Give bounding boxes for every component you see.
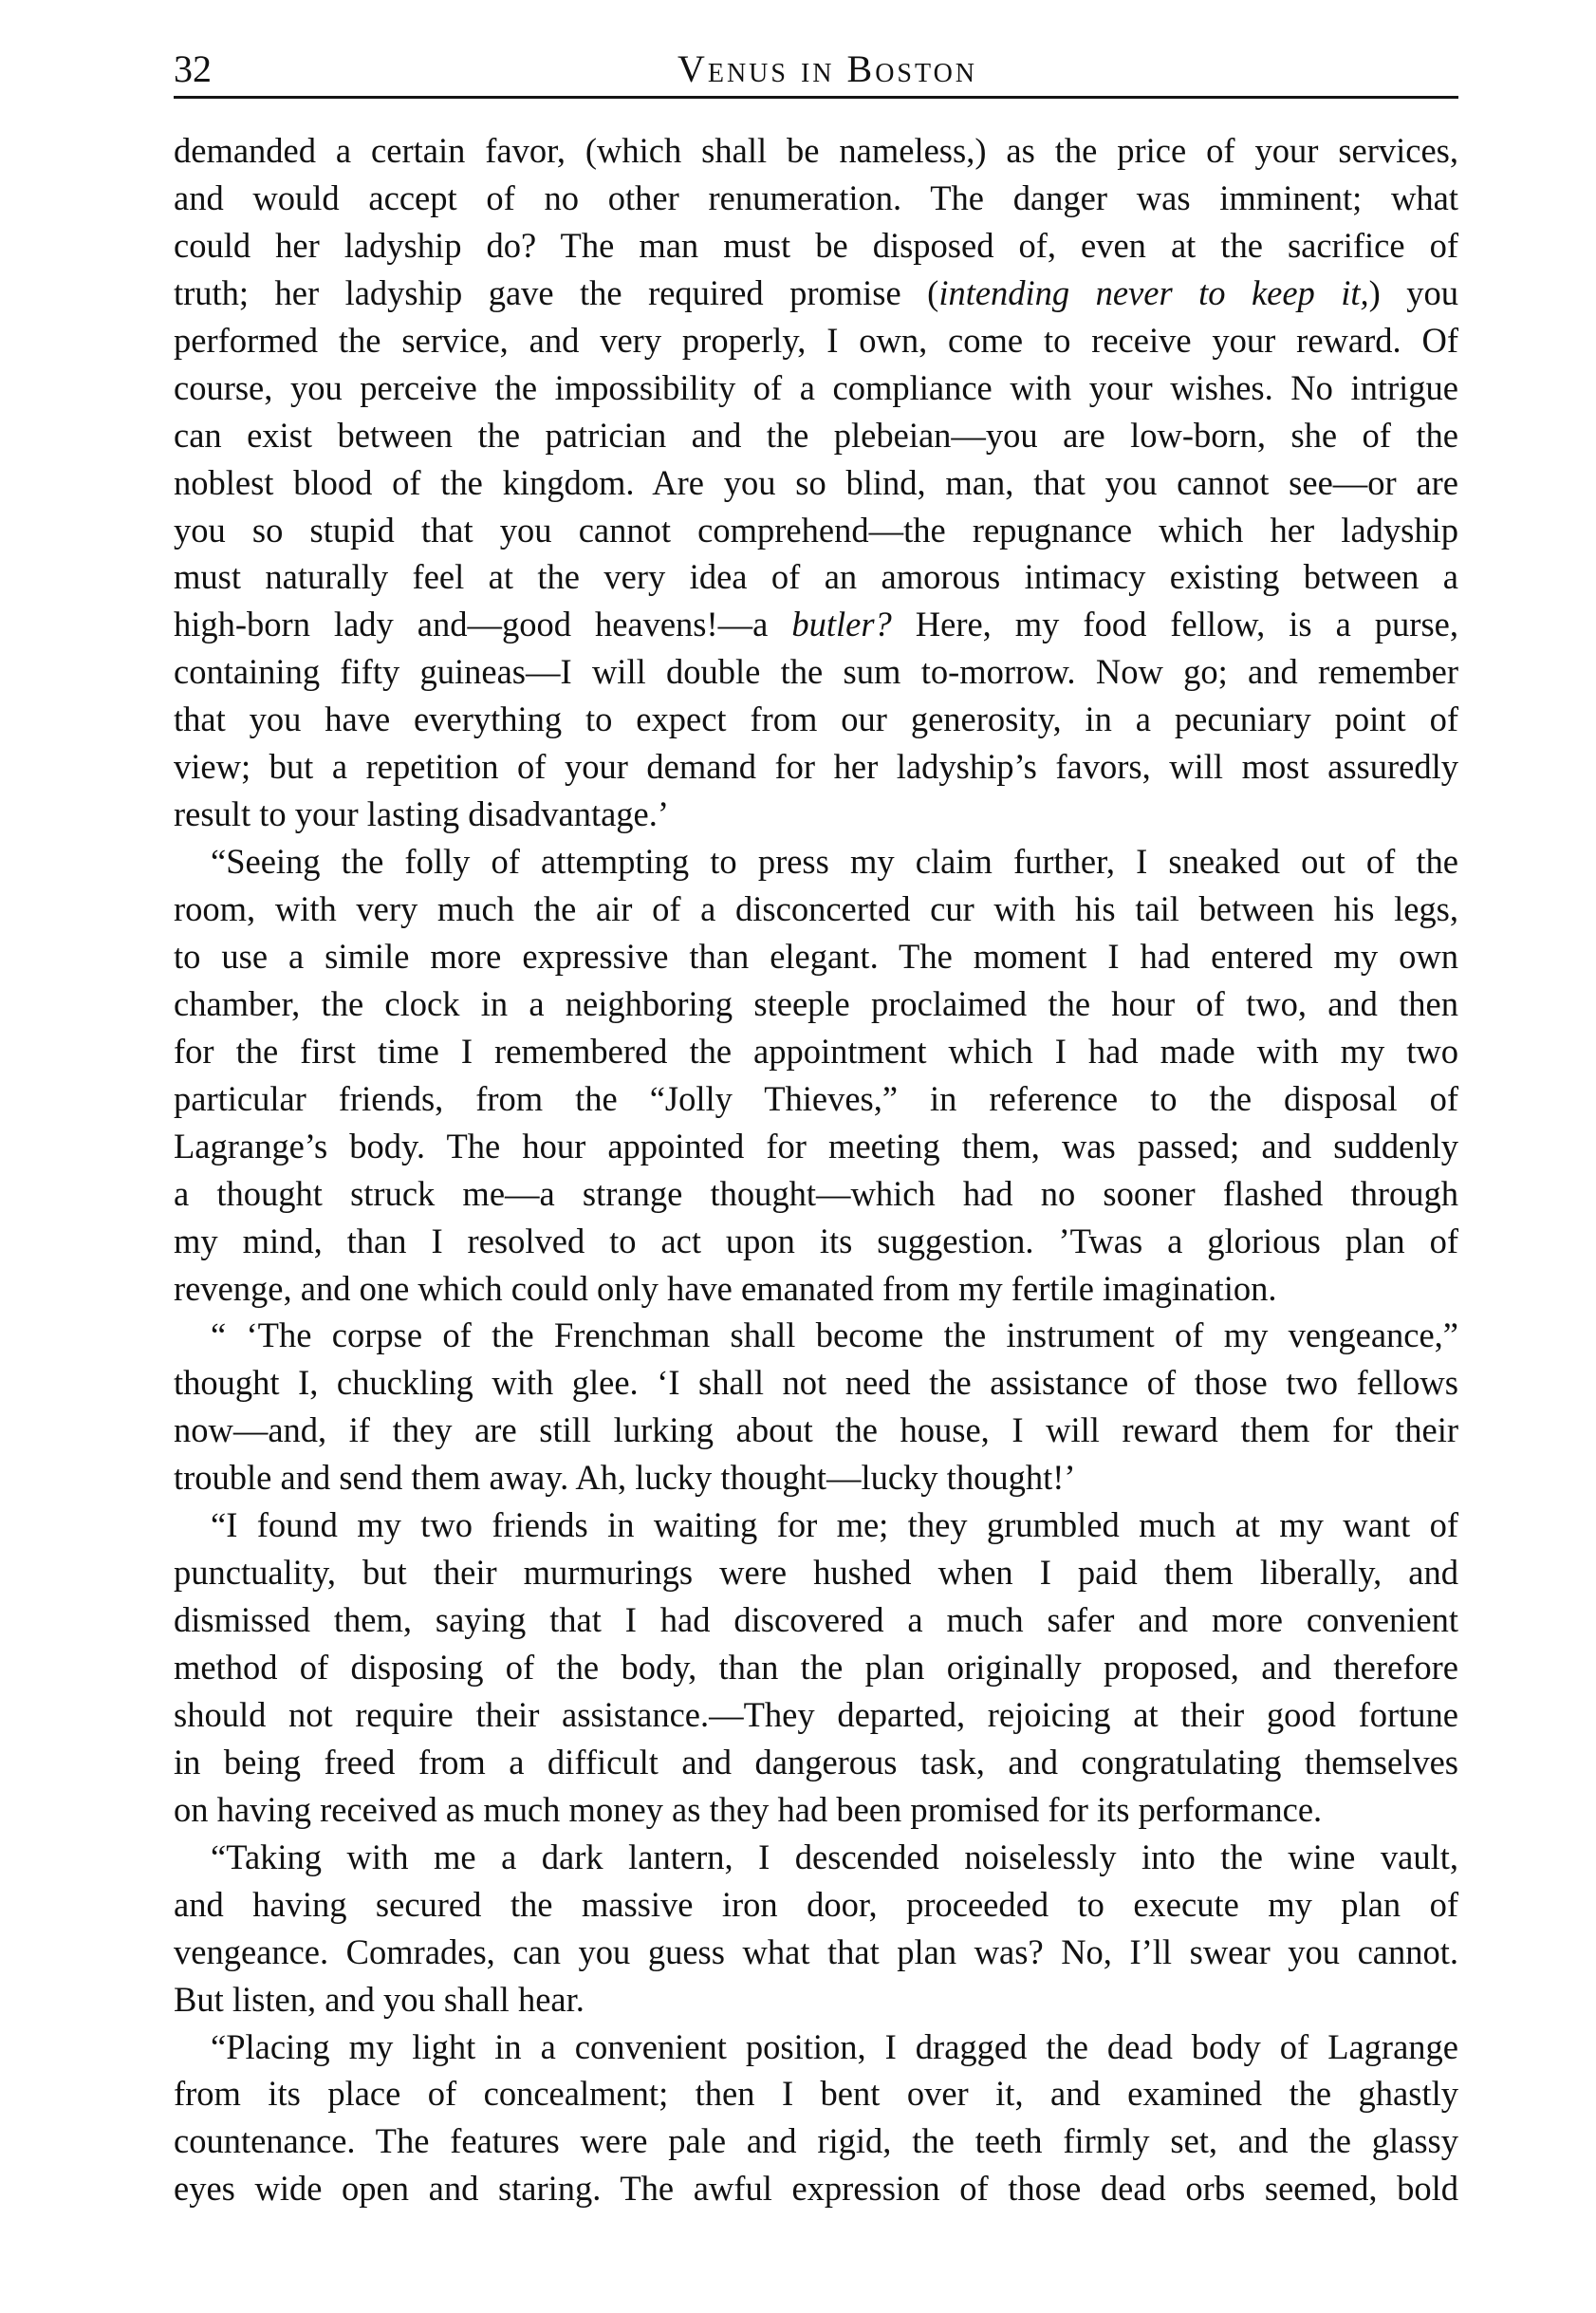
text-line: my mind, than I resolved to act upon its suggestion. ’Twas a glorious plan of [174,1221,1458,1260]
paragraph-first-line: “I found my two friends in waiting for me; they grumbled much at my want of [211,1505,1458,1545]
text-line: can exist between the patrician and the plebeian—you are low-born, she of the [174,415,1458,455]
text-line: should not require their assistance.—They departed, rejoicing at their good fortune [174,1694,1458,1734]
text-line: you so stupid that you cannot comprehend—the repugnance which her ladyship [174,510,1458,550]
text-line: to use a simile more expressive than elegant. The moment I had entered my own [174,936,1458,976]
paragraph-first-line: “ ‘The corpse of the Frenchman shall become the instrument of my vengeance,” [211,1315,1458,1355]
text-line: course, you perceive the impossibility of a compliance with your wishes. No intrigue [174,367,1458,407]
text-line: dismissed them, saying that I had discovered a much safer and more convenient [174,1600,1458,1640]
text-line: a thought struck me—a strange thought—which had no sooner flashed through [174,1173,1458,1213]
text-segment: Here, my food fellow, is a purse, [891,605,1458,644]
text-line: for the first time I remembered the appointment which I had made with my two [174,1031,1458,1071]
body-text [174,127,1458,2212]
italic-text: butler? [791,605,892,644]
running-title: Venus in Boston [677,47,978,90]
text-line: could her ladyship do? The man must be disposed of, even at the sacrifice of [174,225,1458,265]
running-head [174,46,1458,93]
text-line: from its place of concealment; then I bent over it, and examined the ghastly [174,2074,1458,2114]
text-line: and having secured the massive iron door, proceeded to execute my plan of [174,1884,1458,1924]
paragraph-first-line: “Placing my light in a convenient position, I dragged the dead body of Lagrange [211,2026,1458,2066]
text-line: demanded a certain favor, (which shall be nameless,) as the price of your services, [174,131,1458,170]
text-line: that you have everything to expect from our generosity, in a pecuniary point of [174,699,1458,739]
text-line: containing fifty guineas—I will double the sum to-morrow. Now go; and remember [174,652,1458,692]
text-line: revenge, and one which could only have emanated from my fertile imagination. [174,1268,1277,1308]
text-line: method of disposing of the body, than the plan originally proposed, and therefore [174,1648,1458,1687]
text-line [174,270,1458,317]
text-line: result to your lasting disadvantage.’ [174,794,670,834]
text-line: noblest blood of the kingdom. Are you so blind, man, that you cannot see—or are [174,462,1458,502]
text-line: must naturally feel at the very idea of an amorous intimacy existing between a [174,557,1458,597]
text-line: countenance. The features were pale and rigid, the teeth firmly set, and the glassy [174,2121,1458,2161]
header-rule [174,96,1458,99]
text-line: eyes wide open and staring. The awful expression of those dead orbs seemed, bold [174,2169,1458,2209]
text-line: trouble and send them away. Ah, lucky thought—lucky thought!’ [174,1458,1076,1498]
text-line: vengeance. Comrades, can you guess what that plan was? No, I’ll swear you cannot. [174,1931,1458,1971]
text-line [174,601,1458,648]
text-segment: truth; her ladyship gave the required promise ( [174,272,939,312]
text-line: thought I, chuckling with glee. ‘I shall not need the assistance of those two fellows [174,1363,1458,1403]
paragraph-first-line: “Taking with me a dark lantern, I descended noiselessly into the wine vault, [211,1837,1458,1876]
text-line: on having received as much money as they had been promised for its performance. [174,1789,1323,1829]
page-number: 32 [174,47,212,90]
text-line: and would accept of no other renumeration. The danger was imminent; what [174,177,1458,217]
text-line: But listen, and you shall hear. [174,1979,585,2019]
paragraph-first-line: “Seeing the folly of attempting to press my claim further, I sneaked out of the [211,842,1458,882]
text-line: performed the service, and very properly, I own, come to receive your reward. Of [174,320,1458,360]
text-line: view; but a repetition of your demand for her ladyship’s favors, will most assuredly [174,747,1458,787]
text-line: in being freed from a difficult and dangerous task, and congratulating themselves [174,1742,1458,1781]
text-line: particular friends, from the “Jolly Thieves,” in reference to the disposal of [174,1078,1458,1118]
text-segment: high-born lady and—good heavens!—a [174,605,792,644]
text-line: Lagrange’s body. The hour appointed for meeting them, was passed; and suddenly [174,1126,1458,1166]
text-line: room, with very much the air of a disconcerted cur with his tail between his legs, [174,889,1458,928]
text-line: now—and, if they are still lurking about the house, I will reward them for their [174,1410,1458,1450]
text-line: chamber, the clock in a neighboring steeple proclaimed the hour of two, and then [174,983,1458,1023]
text-line: punctuality, but their murmurings were hushed when I paid them liberally, and [174,1553,1458,1593]
text-segment: ) you [1368,272,1459,312]
italic-text: intending never to keep it, [938,272,1369,312]
